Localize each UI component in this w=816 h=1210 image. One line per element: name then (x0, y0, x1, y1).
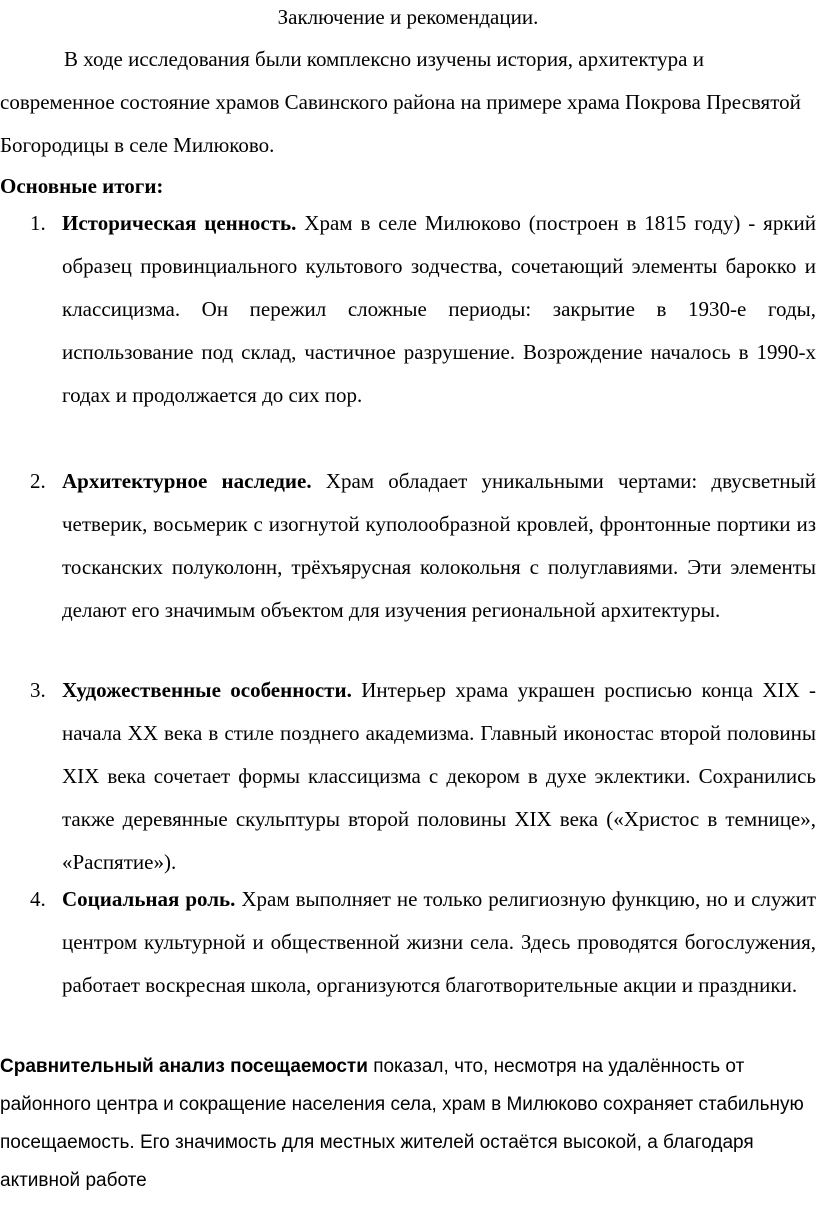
list-item (0, 669, 816, 878)
item-number: 3. (30, 678, 46, 702)
item-number: 1. (30, 211, 46, 235)
item-number: 4. (30, 887, 46, 911)
item-number: 2. (30, 469, 46, 493)
item-text: Храм в селе Милюково (построен в 1815 году) - яркий образец провинциального культового зодчества, сочетающий элементы барокко и классицизма. Он пережил сложные периоды: закрытие в 1930-е годы, использование под склад, частичное разрушение. Возрождение началось в 1990-х годах и продолжается до сих пор. (62, 211, 816, 407)
document-title: Заключение и рекомендации. (277, 5, 539, 29)
analysis-paragraph (0, 1048, 816, 1200)
list-item (0, 878, 816, 1048)
item-text: Храм обладает уникальными чертами: двусветный четверик, восьмерик с изогнутой куполообразной кровлей, фронтонные портики из тосканских полуколонн, трёхъярусная колокольня с полуглавиями. Эти элементы делают его значимым объектом для изучения региональной архитектуры. (62, 469, 816, 622)
analysis-text: показал, что, несмотря на удалённость от районного центра и сокращение населения села, храм в Милюково сохраняет стабильную посещаемость. Его значимость для местных жителей остаётся высокой, а благодаря активной работе (0, 1056, 804, 1191)
intro-paragraph: В ходе исследования были комплексно изучены история, архитектура и современное состояние храмов Савинского района на примере храма Покрова Пресвятой Богородицы в селе Милюково. (0, 47, 801, 157)
item-lead: Социальная роль. (62, 887, 236, 911)
analysis-lead: Сравнительный анализ посещаемости (0, 1056, 368, 1077)
list-item (0, 202, 816, 460)
results-list (0, 202, 816, 1048)
item-text: Храм выполняет не только религиозную функцию, но и служит центром культурной и общественной жизни села. Здесь проводятся богослужения, работает воскресная школа, организуются благотворительные акции и праздники. (62, 887, 816, 997)
item-lead: Историческая ценность. (62, 211, 297, 235)
item-text: Интерьер храма украшен росписью конца XIX - начала XX века в стиле позднего академизма. Главный иконостас второй половины XIX века сочетает формы классицизма с декором в духе эклектики. Сохранились также деревянные скульптуры второй половины XIX века («Христос в темнице», «Распятие»). (62, 678, 816, 874)
list-item (0, 460, 816, 669)
item-lead: Архитектурное наследие. (62, 469, 312, 493)
results-heading: Основные итоги: (0, 174, 164, 198)
item-lead: Художественные особенности. (62, 678, 352, 702)
